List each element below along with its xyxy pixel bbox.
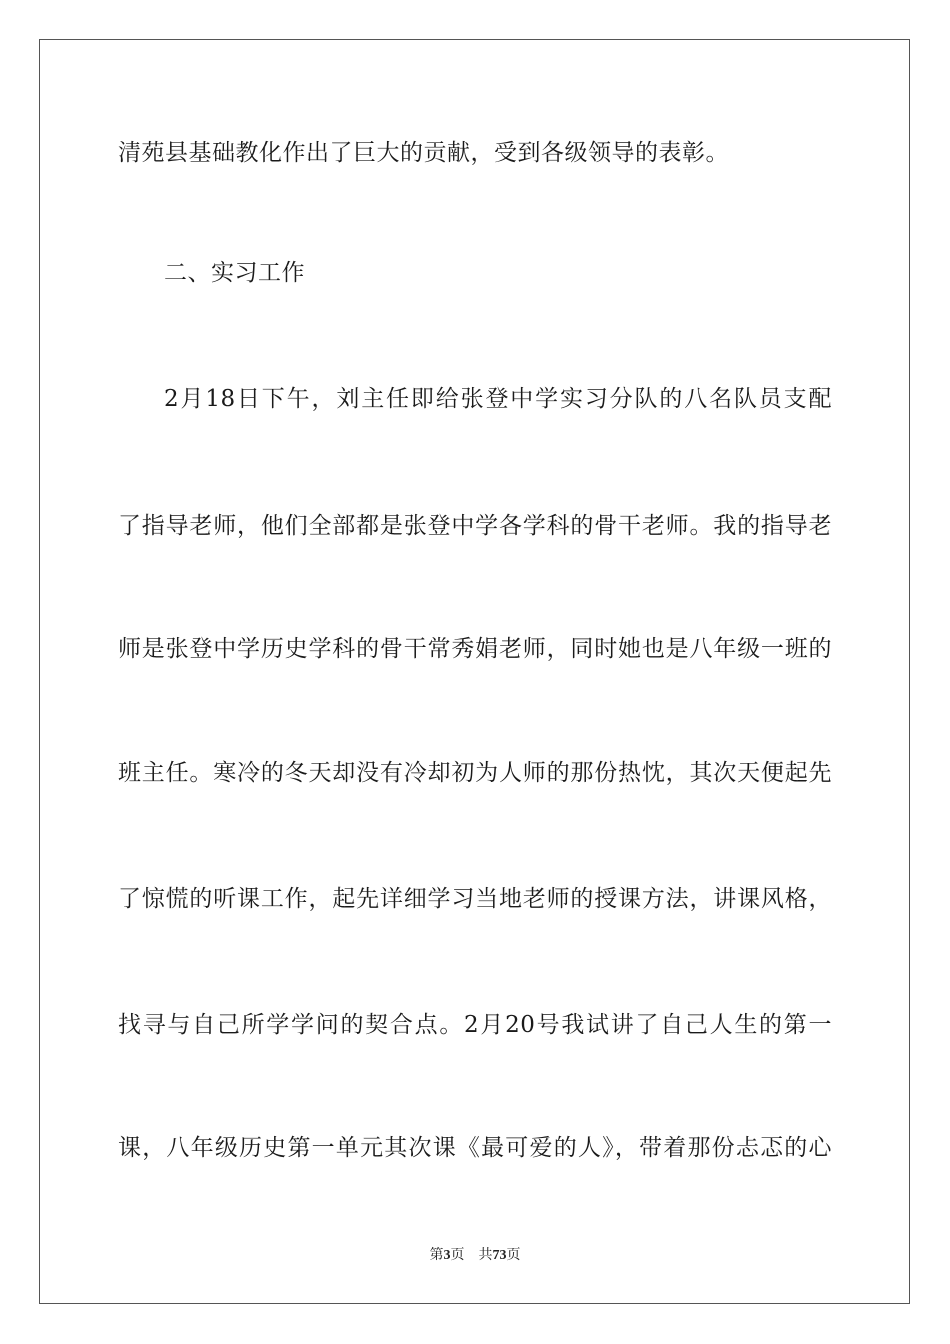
- page-footer: [0, 1247, 950, 1265]
- text-line-1: 清苑县基础教化作出了巨大的贡献，受到各级领导的表彰。: [118, 140, 729, 166]
- text-line-4: 了指导老师，他们全部都是张登中学各学科的骨干老师。我的指导老: [118, 513, 832, 539]
- text-line-8: 找寻与自己所学学问的契合点。2月20号我试讲了自己人生的第一: [118, 1012, 832, 1038]
- text-line-7: 了惊慌的听课工作，起先详细学习当地老师的授课方法，讲课风格，: [118, 886, 832, 912]
- page-suffix: 页: [450, 1248, 465, 1263]
- total-prefix: 共: [478, 1248, 493, 1263]
- page-border: [39, 39, 910, 1304]
- total-suffix: 页: [506, 1248, 521, 1263]
- page-prefix: 第: [429, 1248, 444, 1263]
- section-heading: 二、实习工作: [164, 260, 305, 286]
- page-number: 3: [443, 1248, 451, 1263]
- text-line-9: 课，八年级历史第一单元其次课《最可爱的人》，带着那份忐忑的心: [118, 1135, 832, 1161]
- text-line-5: 师是张登中学历史学科的骨干常秀娟老师，同时她也是八年级一班的: [118, 636, 832, 662]
- text-line-3: 2月18日下午，刘主任即给张登中学实习分队的八名队员支配: [164, 386, 832, 412]
- total-pages: 73: [492, 1248, 507, 1263]
- text-line-6: 班主任。寒冷的冬天却没有冷却初为人师的那份热忱，其次天便起先: [118, 760, 832, 786]
